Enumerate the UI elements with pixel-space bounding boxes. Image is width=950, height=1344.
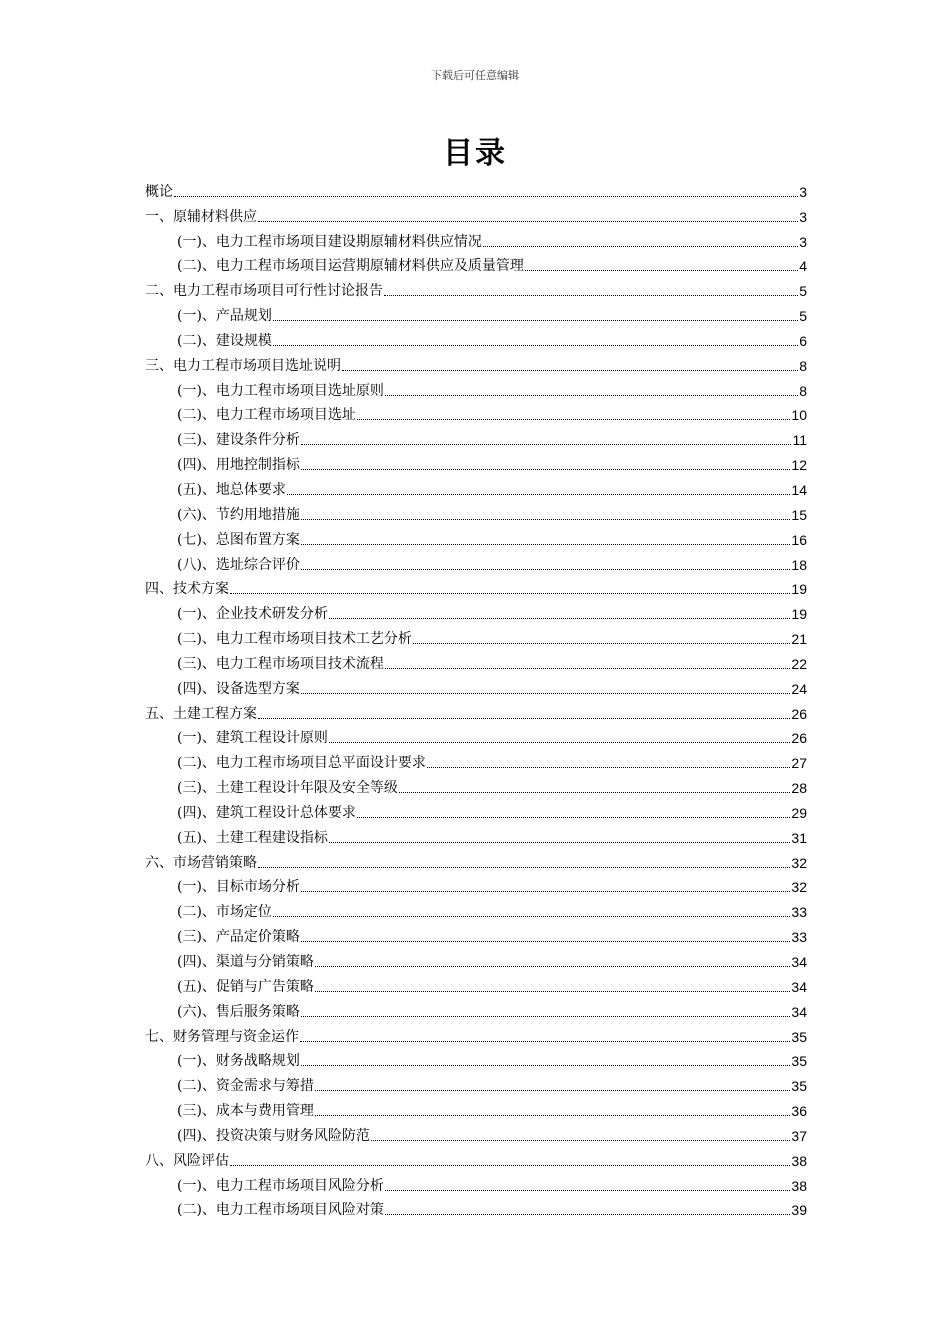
toc-entry-page: 12 (791, 457, 807, 474)
toc-entry-page: 35 (791, 1053, 807, 1070)
toc-entry-title: (一)、目标市场分析 (177, 879, 300, 896)
toc-leader-dots (174, 195, 798, 197)
toc-entry[interactable] (145, 375, 807, 400)
toc-entry[interactable] (145, 176, 807, 201)
toc-leader-dots (315, 990, 790, 992)
toc-leader-dots (258, 220, 798, 222)
toc-entry-page: 5 (799, 308, 807, 325)
toc-entry-page: 14 (791, 481, 807, 498)
toc-leader-dots (384, 294, 798, 296)
toc-entry-title: (六)、节约用地措施 (177, 506, 300, 523)
toc-entry-title: (五)、地总体要求 (177, 481, 286, 498)
toc-leader-dots (230, 1164, 790, 1166)
toc-entry[interactable] (145, 251, 807, 276)
toc-leader-dots (315, 1089, 790, 1091)
toc-entry-page: 22 (791, 655, 807, 672)
toc-entry-page: 32 (791, 854, 807, 871)
toc-entry-page: 4 (799, 258, 807, 275)
toc-entry-title: 二、电力工程市场项目可行性讨论报告 (145, 283, 383, 300)
toc-entry-title: (四)、用地控制指标 (177, 457, 300, 474)
toc-entry-title: 概论 (145, 183, 173, 200)
toc-entry-title: 六、市场营销策略 (145, 854, 257, 871)
toc-entry-title: (一)、电力工程市场项目风险分析 (177, 1177, 384, 1194)
toc-leader-dots (301, 543, 790, 545)
toc-entry-title: (四)、渠道与分销策略 (177, 954, 314, 970)
toc-entry[interactable] (145, 921, 807, 946)
toc-entry[interactable] (145, 325, 807, 350)
toc-entry-page: 19 (791, 581, 807, 598)
toc-leader-dots (301, 568, 790, 570)
toc-entry-title: (三)、成本与费用管理 (177, 1103, 314, 1120)
toc-entry-page: 32 (791, 879, 807, 896)
page-title: 目录 (443, 136, 507, 171)
toc-entry-title: (一)、电力工程市场项目选址原则 (177, 382, 384, 399)
toc-entry-page: 3 (799, 208, 807, 225)
toc-entry-page: 8 (799, 357, 807, 374)
toc-entry-page: 33 (791, 929, 807, 946)
toc-leader-dots (427, 766, 790, 768)
toc-entry-title: 八、风险评估 (145, 1152, 229, 1169)
toc-entry-title: (五)、土建工程建设指标 (177, 829, 328, 846)
toc-entry-title: (二)、电力工程市场项目总平面设计要求 (177, 755, 426, 772)
toc-entry-title: (二)、资金需求与筹措 (177, 1078, 314, 1095)
toc-entry-title: (二)、电力工程市场项目运营期原辅材料供应及质量管理 (177, 258, 524, 275)
toc-entry[interactable] (145, 797, 807, 822)
toc-leader-dots (301, 468, 790, 470)
toc-leader-dots (357, 418, 790, 420)
toc-entry[interactable] (145, 698, 807, 723)
toc-entry[interactable] (145, 275, 807, 300)
toc-entry[interactable] (145, 623, 807, 648)
toc-entry[interactable] (145, 673, 807, 698)
toc-entry[interactable] (145, 226, 807, 251)
toc-leader-dots (525, 269, 798, 271)
toc-entry-page: 18 (791, 556, 807, 573)
toc-leader-dots (315, 1114, 790, 1116)
toc-entry-title: (五)、促销与广告策略 (177, 978, 314, 995)
toc-leader-dots (273, 344, 798, 346)
table-of-contents (145, 176, 807, 1219)
toc-entry-page: 3 (799, 183, 807, 200)
toc-leader-dots (300, 1040, 790, 1042)
toc-entry[interactable] (145, 201, 807, 226)
toc-entry-title: (一)、产品规划 (177, 308, 272, 325)
toc-entry-title: (二)、电力工程市场项目选址 (177, 407, 356, 424)
toc-entry-page: 29 (791, 804, 807, 821)
toc-entry-page: 5 (799, 283, 807, 300)
toc-entry-page: 24 (791, 680, 807, 697)
toc-leader-dots (329, 841, 790, 843)
toc-entry[interactable] (145, 1120, 807, 1145)
toc-entry-title: 七、财务管理与资金运作 (145, 1028, 299, 1045)
toc-entry-page: 39 (791, 1202, 807, 1219)
toc-entry-page: 34 (791, 954, 807, 970)
toc-leader-dots (483, 245, 798, 247)
toc-entry[interactable] (145, 1070, 807, 1095)
toc-leader-dots (385, 1213, 790, 1215)
toc-leader-dots (357, 816, 790, 818)
toc-entry[interactable] (145, 747, 807, 772)
toc-leader-dots (273, 319, 798, 321)
toc-entry-title: (三)、电力工程市场项目技术流程 (177, 655, 384, 672)
toc-entry-page: 10 (791, 407, 807, 424)
toc-entry[interactable] (145, 549, 807, 574)
toc-leader-dots (329, 741, 790, 743)
toc-entry-page: 38 (791, 1152, 807, 1169)
toc-entry-title: 三、电力工程市场项目选址说明 (145, 357, 341, 374)
toc-entry-title: (四)、建筑工程设计总体要求 (177, 804, 356, 821)
toc-entry-page: 16 (791, 531, 807, 548)
toc-leader-dots (301, 890, 790, 892)
toc-entry-page: 6 (799, 332, 807, 349)
toc-entry[interactable] (145, 400, 807, 425)
toc-leader-dots (287, 493, 790, 495)
toc-entry[interactable] (145, 449, 807, 474)
toc-leader-dots (399, 791, 790, 793)
toc-entry-page: 28 (791, 780, 807, 797)
toc-entry-title: (四)、设备选型方案 (177, 680, 300, 697)
toc-entry[interactable] (145, 598, 807, 623)
toc-leader-dots (315, 965, 790, 967)
toc-entry-page: 3 (799, 233, 807, 250)
toc-leader-dots (258, 717, 790, 719)
toc-leader-dots (301, 1064, 790, 1066)
toc-entry-page: 33 (791, 904, 807, 921)
toc-entry-title: (二)、建设规模 (177, 332, 272, 349)
toc-entry-page: 11 (792, 432, 807, 449)
toc-entry[interactable] (145, 1145, 807, 1170)
toc-entry-title: (七)、总图布置方案 (177, 531, 300, 548)
toc-entry[interactable] (145, 350, 807, 375)
toc-leader-dots (371, 1139, 790, 1141)
toc-entry[interactable] (145, 1195, 807, 1220)
toc-entry-title: 四、技术方案 (145, 581, 229, 598)
toc-leader-dots (329, 617, 790, 619)
page-header: 下载后可任意编辑 (431, 69, 519, 82)
toc-entry-title: (三)、建设条件分析 (177, 432, 300, 449)
toc-entry[interactable] (145, 946, 807, 971)
toc-entry-page: 26 (791, 705, 807, 722)
toc-leader-dots (342, 369, 798, 371)
toc-entry-title: (一)、企业技术研发分析 (177, 606, 328, 623)
toc-entry-title: (二)、市场定位 (177, 904, 272, 921)
toc-entry-page: 37 (791, 1127, 807, 1144)
toc-entry[interactable] (145, 822, 807, 847)
toc-entry[interactable] (145, 474, 807, 499)
toc-entry-page: 34 (791, 978, 807, 995)
toc-entry-page: 35 (791, 1078, 807, 1095)
toc-leader-dots (413, 642, 790, 644)
toc-entry[interactable] (145, 1170, 807, 1195)
toc-entry-title: 五、土建工程方案 (145, 705, 257, 722)
toc-entry[interactable] (145, 424, 807, 449)
toc-entry-title: 一、原辅材料供应 (145, 208, 257, 225)
toc-entry-title: (六)、售后服务策略 (177, 1003, 300, 1020)
toc-entry[interactable] (145, 499, 807, 524)
toc-leader-dots (301, 940, 790, 942)
toc-leader-dots (230, 592, 790, 594)
toc-entry-page: 15 (791, 506, 807, 523)
toc-entry[interactable] (145, 1021, 807, 1046)
toc-leader-dots (385, 667, 790, 669)
toc-entry-title: (八)、选址综合评价 (177, 556, 300, 573)
toc-entry[interactable] (145, 648, 807, 673)
toc-entry-page: 27 (791, 755, 807, 772)
toc-entry[interactable] (145, 772, 807, 797)
toc-entry[interactable] (145, 1095, 807, 1120)
toc-entry[interactable] (145, 896, 807, 921)
toc-entry[interactable] (145, 300, 807, 325)
toc-entry-page: 36 (791, 1103, 807, 1120)
toc-leader-dots (301, 443, 792, 445)
toc-entry-title: (一)、电力工程市场项目建设期原辅材料供应情况 (177, 233, 482, 250)
toc-entry-page: 8 (799, 382, 807, 399)
toc-leader-dots (301, 1015, 790, 1017)
toc-entry-title: (二)、电力工程市场项目技术工艺分析 (177, 631, 412, 648)
toc-entry-title: (二)、电力工程市场项目风险对策 (177, 1202, 384, 1219)
toc-entry-title: (三)、产品定价策略 (177, 929, 300, 946)
toc-entry-page: 21 (791, 631, 807, 648)
toc-entry-title: (四)、投资决策与财务风险防范 (177, 1127, 370, 1144)
toc-entry[interactable] (145, 971, 807, 996)
toc-entry-page: 34 (791, 1003, 807, 1020)
toc-entry-title: (三)、土建工程设计年限及安全等级 (177, 780, 398, 797)
toc-entry[interactable] (145, 996, 807, 1021)
toc-entry[interactable] (145, 524, 807, 549)
toc-entry[interactable] (145, 574, 807, 599)
toc-entry-page: 35 (791, 1028, 807, 1045)
toc-leader-dots (385, 394, 798, 396)
toc-entry[interactable] (145, 847, 807, 872)
toc-entry-page: 19 (791, 606, 807, 623)
toc-entry-title: (一)、建筑工程设计原则 (177, 730, 328, 747)
toc-entry-page: 31 (791, 829, 807, 846)
toc-leader-dots (258, 866, 790, 868)
toc-entry[interactable] (145, 1046, 807, 1071)
toc-entry-page: 38 (791, 1177, 807, 1194)
toc-entry-page: 26 (791, 730, 807, 747)
toc-leader-dots (301, 692, 790, 694)
toc-leader-dots (301, 518, 790, 520)
toc-entry[interactable] (145, 723, 807, 748)
toc-entry-title: (一)、财务战略规划 (177, 1053, 300, 1070)
toc-entry[interactable] (145, 872, 807, 897)
toc-leader-dots (273, 915, 790, 917)
toc-leader-dots (385, 1189, 790, 1191)
